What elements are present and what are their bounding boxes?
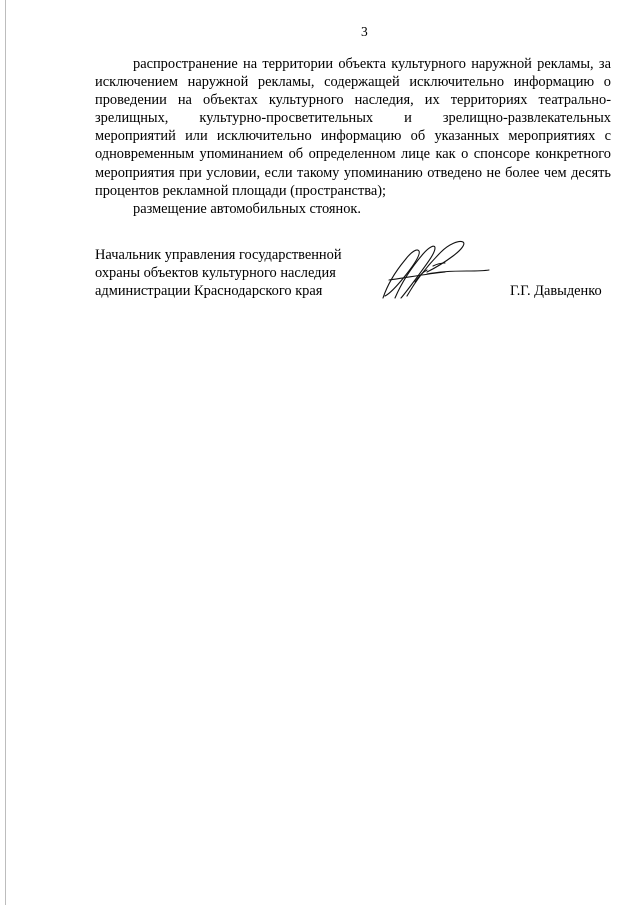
signatory-position-line: Начальник управления государственной: [95, 247, 342, 263]
signatory-position-line: администрации Краснодарского края: [95, 283, 323, 300]
paragraph-advertising-restriction: распространение на территории объекта культурного наружной рекламы, за исключением наружной рекламы, содержащей исключительно информацию о проведении на объектах культурного наследия, их территориях театрально-зрелищных, культурно-просветительных и зрелищно-развлекательных мероприятий или исключительно информацию об указанных мероприятиях с одновременным упоминанием об определенном лице как о спонсоре конкретного мероприятия при условии, если такому упоминанию отведено не более чем десять процентов рекламной площади (пространства);: [95, 56, 611, 199]
handwritten-signature: [375, 236, 493, 306]
page-number: 3: [361, 24, 368, 39]
paragraph-parking: размещение автомобильных стоянок.: [133, 200, 362, 217]
document-body: [95, 55, 611, 218]
signatory-position: [95, 246, 357, 301]
signatory-position-line: охраны объектов культурного наследия: [95, 265, 336, 282]
signatory-name: Г.Г. Давыденко: [510, 283, 602, 299]
page-edge-line: [5, 0, 6, 905]
